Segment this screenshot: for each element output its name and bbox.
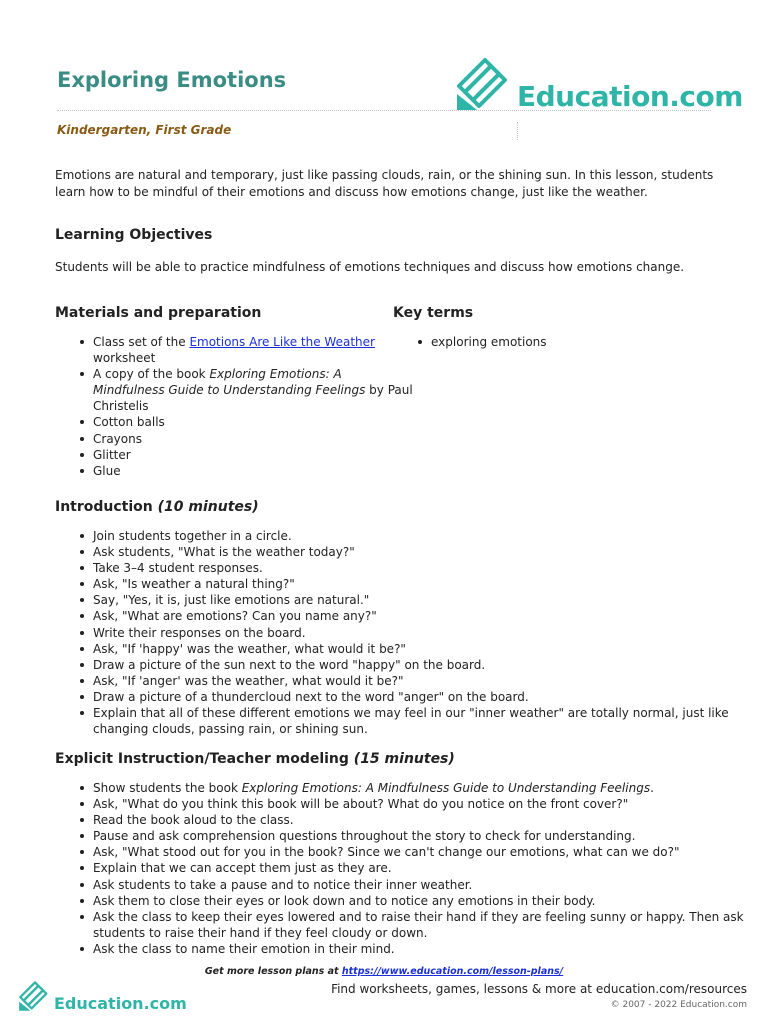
copyright: © 2007 - 2022 Education.com (610, 1000, 747, 1010)
list-item: Ask, "If 'anger' was the weather, what would it be?" (93, 673, 765, 689)
list-item: Glitter (93, 447, 413, 463)
page-title: Exploring Emotions (57, 68, 287, 92)
list-item: Say, "Yes, it is, just like emotions are natural." (93, 592, 765, 608)
footer-lesson-plans (0, 966, 768, 977)
list-item: Ask them to close their eyes or look down and to notice any emotions in their body. (93, 893, 765, 909)
book-title: Exploring Emotions: A Mindfulness Guide to Understanding Feelings (93, 367, 366, 398)
introduction-heading (55, 499, 259, 515)
list-item-text: . (650, 781, 654, 795)
explicit-instruction-steps (55, 780, 765, 957)
key-terms-heading: Key terms (393, 305, 474, 321)
section-duration: (10 minutes) (157, 499, 259, 515)
lesson-plans-link[interactable]: https://www.education.com/lesson-plans/ (341, 966, 564, 977)
grade-level: Kindergarten, First Grade (57, 123, 232, 137)
footer-resources-text: Find worksheets, games, lessons & more at education.com/resources (331, 982, 747, 996)
list-item-text: by Paul Christelis (93, 383, 413, 414)
section-title: Introduction (55, 499, 153, 515)
materials-heading: Materials and preparation (55, 305, 262, 321)
list-item: Join students together in a circle. (93, 528, 765, 544)
footer-text: Get more lesson plans at (204, 966, 342, 977)
worksheet-link[interactable]: Emotions Are Like the Weather (189, 335, 375, 349)
list-item: Ask, "What do you think this book will be about? What do you notice on the front cover?" (93, 796, 765, 812)
list-item (93, 366, 413, 414)
list-item: Take 3–4 student responses. (93, 560, 765, 576)
list-item: Cotton balls (93, 414, 413, 430)
list-item: Ask students to take a pause and to notice their inner weather. (93, 877, 765, 893)
list-item: Glue (93, 463, 413, 479)
list-item: Ask the class to name their emotion in their mind. (93, 941, 765, 957)
pencil-stack-icon (18, 980, 52, 1012)
explicit-instruction-heading (55, 751, 455, 767)
materials-list (55, 334, 413, 479)
introduction-steps (55, 528, 765, 737)
list-item-text: Show students the book (93, 781, 242, 795)
list-item: Ask, "What stood out for you in the book? Since we can't change our emotions, what can we do?" (93, 844, 765, 860)
section-duration: (15 minutes) (353, 751, 455, 767)
list-item: Draw a picture of the sun next to the word "happy" on the board. (93, 657, 765, 673)
list-item: Write their responses on the board. (93, 625, 765, 641)
list-item (93, 334, 413, 366)
list-item: Draw a picture of a thundercloud next to the word "anger" on the board. (93, 689, 765, 705)
pencil-stack-icon (455, 56, 515, 112)
list-item: Ask, "What are emotions? Can you name any?" (93, 608, 765, 624)
divider (517, 122, 518, 140)
list-item: Explain that we can accept them just as they are. (93, 860, 765, 876)
list-item: Ask students, "What is the weather today?" (93, 544, 765, 560)
footer-brand-name: Education.com (54, 994, 187, 1013)
learning-objectives-heading: Learning Objectives (55, 227, 213, 243)
footer-brand-logo[interactable] (18, 980, 187, 1016)
list-item: Crayons (93, 431, 413, 447)
list-item: Read the book aloud to the class. (93, 812, 765, 828)
list-item: Ask, "If 'happy' was the weather, what would it be?" (93, 641, 765, 657)
list-item: Ask the class to keep their eyes lowered and to raise their hand if they are feeling sunny or happy. Then ask students to raise their hand if they feel cloudy or down. (93, 909, 765, 941)
key-terms-list (393, 334, 751, 350)
list-item-text: A copy of the book (93, 367, 210, 382)
list-item: exploring emotions (431, 334, 751, 350)
list-item-text: Class set of the (93, 335, 190, 349)
list-item-text: worksheet (93, 351, 156, 366)
list-item: Explain that all of these different emotions we may feel in our "inner weather" are totally normal, just like changing clouds, passing rain, or shining sun. (93, 705, 765, 737)
section-title: Explicit Instruction/Teacher modeling (55, 751, 349, 767)
brand-name: Education.com (517, 80, 743, 113)
list-item: Ask, "Is weather a natural thing?" (93, 576, 765, 592)
list-item (93, 780, 765, 796)
list-item: Pause and ask comprehension questions throughout the story to check for understanding. (93, 828, 765, 844)
learning-objectives-text: Students will be able to practice mindfulness of emotions techniques and discuss how emotions change. (55, 260, 685, 274)
lesson-summary: Emotions are natural and temporary, just like passing clouds, rain, or the shining sun. In this lesson, students learn how to be mindful of their emotions and discuss how emotions change, just like the weather. (55, 168, 714, 199)
brand-logo[interactable] (455, 56, 743, 116)
book-title: Exploring Emotions: A Mindfulness Guide to Understanding Feelings (241, 781, 651, 795)
